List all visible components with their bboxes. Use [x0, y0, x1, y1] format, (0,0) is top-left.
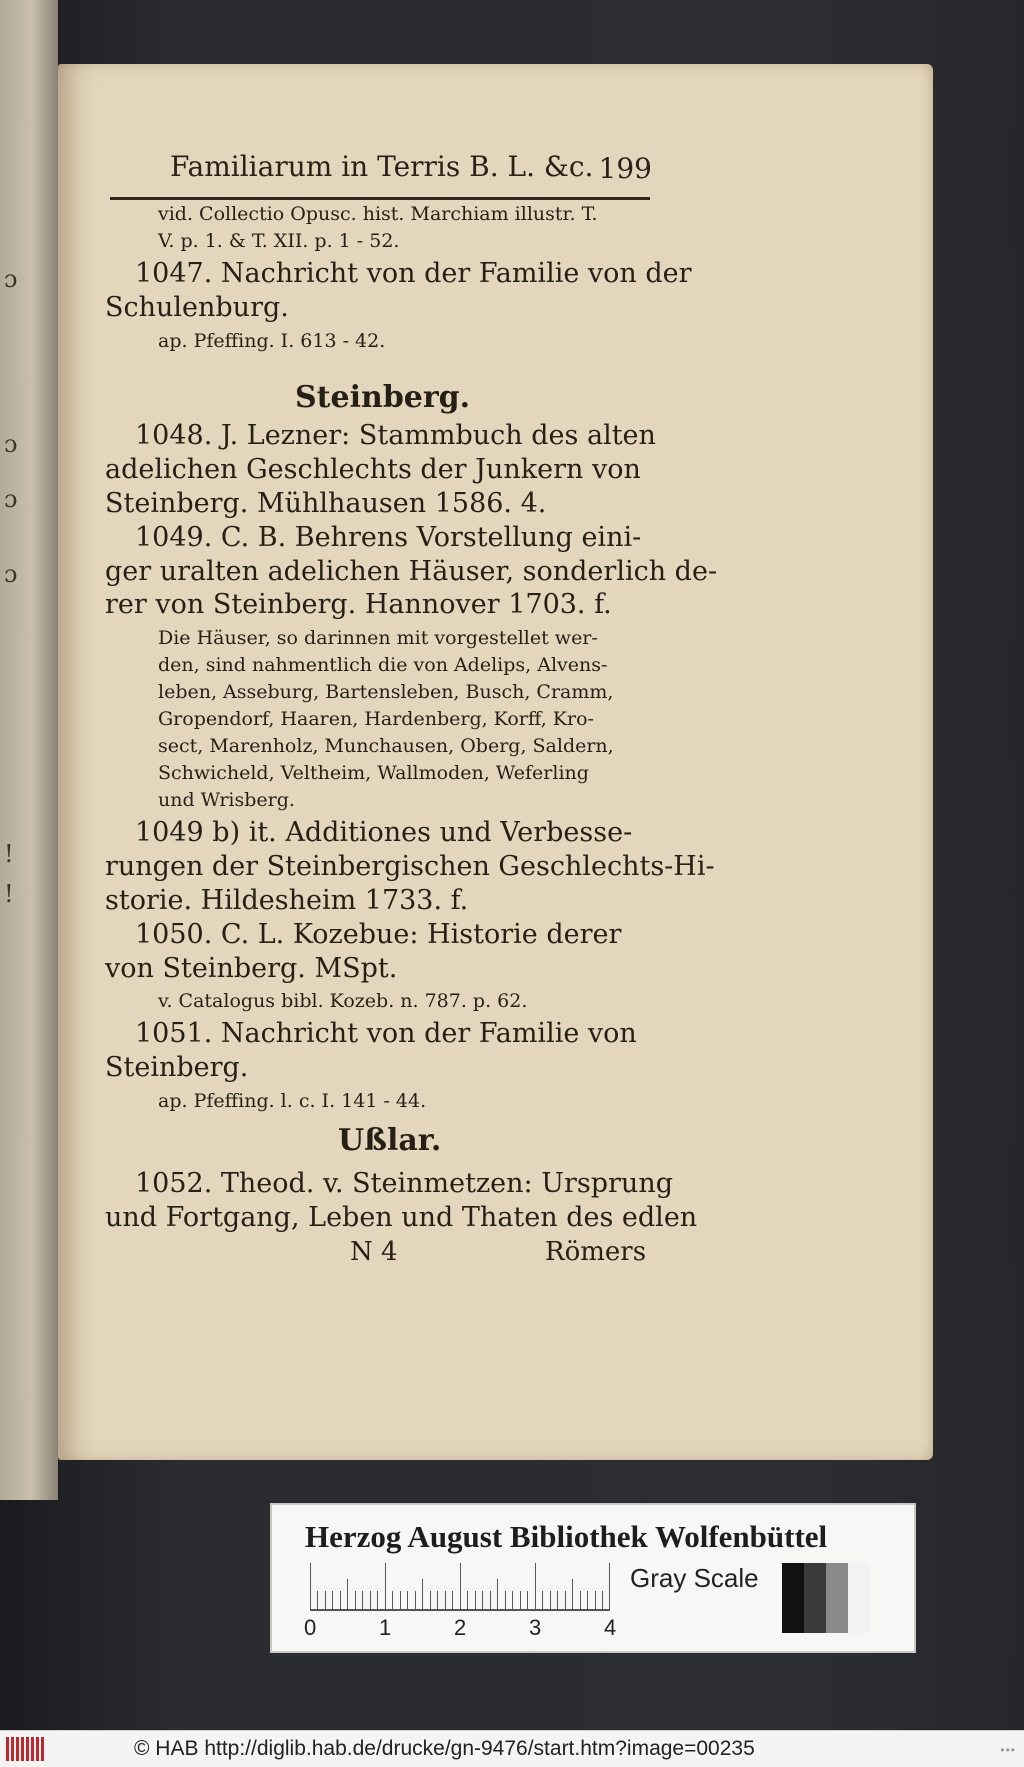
running-header — [112, 150, 652, 186]
entry-line: 1047. Nachricht von der Familie von der — [135, 258, 692, 289]
note-line: Gropendorf, Haaren, Hardenberg, Korff, Kro- — [158, 708, 594, 730]
header-rule — [110, 197, 650, 200]
copyright-url: © HAB http://diglib.hab.de/drucke/gn-9476/start.htm?image=00235 — [134, 1737, 755, 1760]
entry-line: Steinberg. — [105, 1052, 249, 1083]
entry-line: ger uralten adelichen Häuser, sonderlich de- — [105, 556, 718, 587]
footer-bar — [0, 1730, 1024, 1767]
gray-scale-label: Gray Scale — [630, 1563, 759, 1593]
gray-patch — [782, 1563, 804, 1633]
header-title: Familiarum in Terris B. L. &c. — [170, 150, 594, 183]
entry-line: 1049 b) it. Additiones und Verbesse- — [135, 817, 633, 848]
note-line: vid. Collectio Opusc. hist. Marchiam illustr. T. — [158, 203, 598, 225]
entry-line: von Steinberg. MSpt. — [105, 953, 398, 984]
hab-logo-icon — [6, 1737, 46, 1761]
entry-line: 1051. Nachricht von der Familie von — [135, 1018, 637, 1049]
note-line: ap. Pfeffing. l. c. I. 141 - 44. — [158, 1090, 427, 1112]
more-dots-icon: ••• — [1000, 1743, 1016, 1757]
previous-page-edge: ɔ ɔ ɔ ɔ ! ! — [0, 0, 58, 1500]
gray-patch — [848, 1563, 870, 1633]
note-line: leben, Asseburg, Bartensleben, Busch, Cramm, — [158, 681, 614, 703]
color-calibration-bar — [270, 1503, 916, 1653]
ruler-number: 0 — [304, 1615, 317, 1640]
ruler-number: 4 — [604, 1615, 617, 1640]
note-line: v. Catalogus bibl. Kozeb. n. 787. p. 62. — [158, 990, 528, 1012]
note-line: Die Häuser, so darinnen mit vorgestellet wer- — [158, 627, 598, 649]
note-line: ap. Pfeffing. I. 613 - 42. — [158, 330, 386, 352]
note-line: Schwicheld, Veltheim, Wallmoden, Weferling — [158, 762, 589, 784]
gray-patch — [826, 1563, 848, 1633]
ruler-number: 2 — [454, 1615, 467, 1640]
entry-line: rungen der Steinbergischen Geschlechts-Hi- — [105, 851, 715, 882]
entry-line: 1049. C. B. Behrens Vorstellung eini- — [135, 522, 642, 553]
ruler-number: 3 — [529, 1615, 542, 1640]
page-number: 199 — [598, 152, 652, 185]
ruler-scale — [310, 1563, 610, 1611]
entry-line: 1052. Theod. v. Steinmetzen: Ursprung — [135, 1168, 673, 1199]
entry-line: und Fortgang, Leben und Thaten des edlen — [105, 1202, 698, 1233]
entry-line: adelichen Geschlechts der Junkern von — [105, 454, 641, 485]
section-heading: Steinberg. — [295, 380, 471, 415]
entry-line: storie. Hildesheim 1733. f. — [105, 885, 469, 916]
catchword: Römers — [545, 1237, 647, 1267]
entry-line: 1050. C. L. Kozebue: Historie derer — [135, 919, 622, 950]
entry-line: 1048. J. Lezner: Stammbuch des alten — [135, 420, 656, 451]
section-heading: Ußlar. — [338, 1123, 442, 1158]
ruler-number: 1 — [379, 1615, 392, 1640]
note-line: sect, Marenholz, Munchausen, Oberg, Saldern, — [158, 735, 614, 757]
institution-name: Herzog August Bibliothek Wolfenbüttel — [305, 1519, 828, 1554]
note-line: und Wrisberg. — [158, 789, 295, 811]
note-line: V. p. 1. & T. XII. p. 1 - 52. — [158, 230, 400, 252]
gray-patch — [804, 1563, 826, 1633]
entry-line: Schulenburg. — [105, 292, 289, 323]
gray-scale-patches — [782, 1563, 870, 1633]
note-line: den, sind nahmentlich die von Adelips, Alvens- — [158, 654, 608, 676]
entry-line: Steinberg. Mühlhausen 1586. 4. — [105, 488, 547, 519]
signature-mark: N 4 — [350, 1237, 398, 1267]
entry-line: rer von Steinberg. Hannover 1703. f. — [105, 589, 612, 620]
